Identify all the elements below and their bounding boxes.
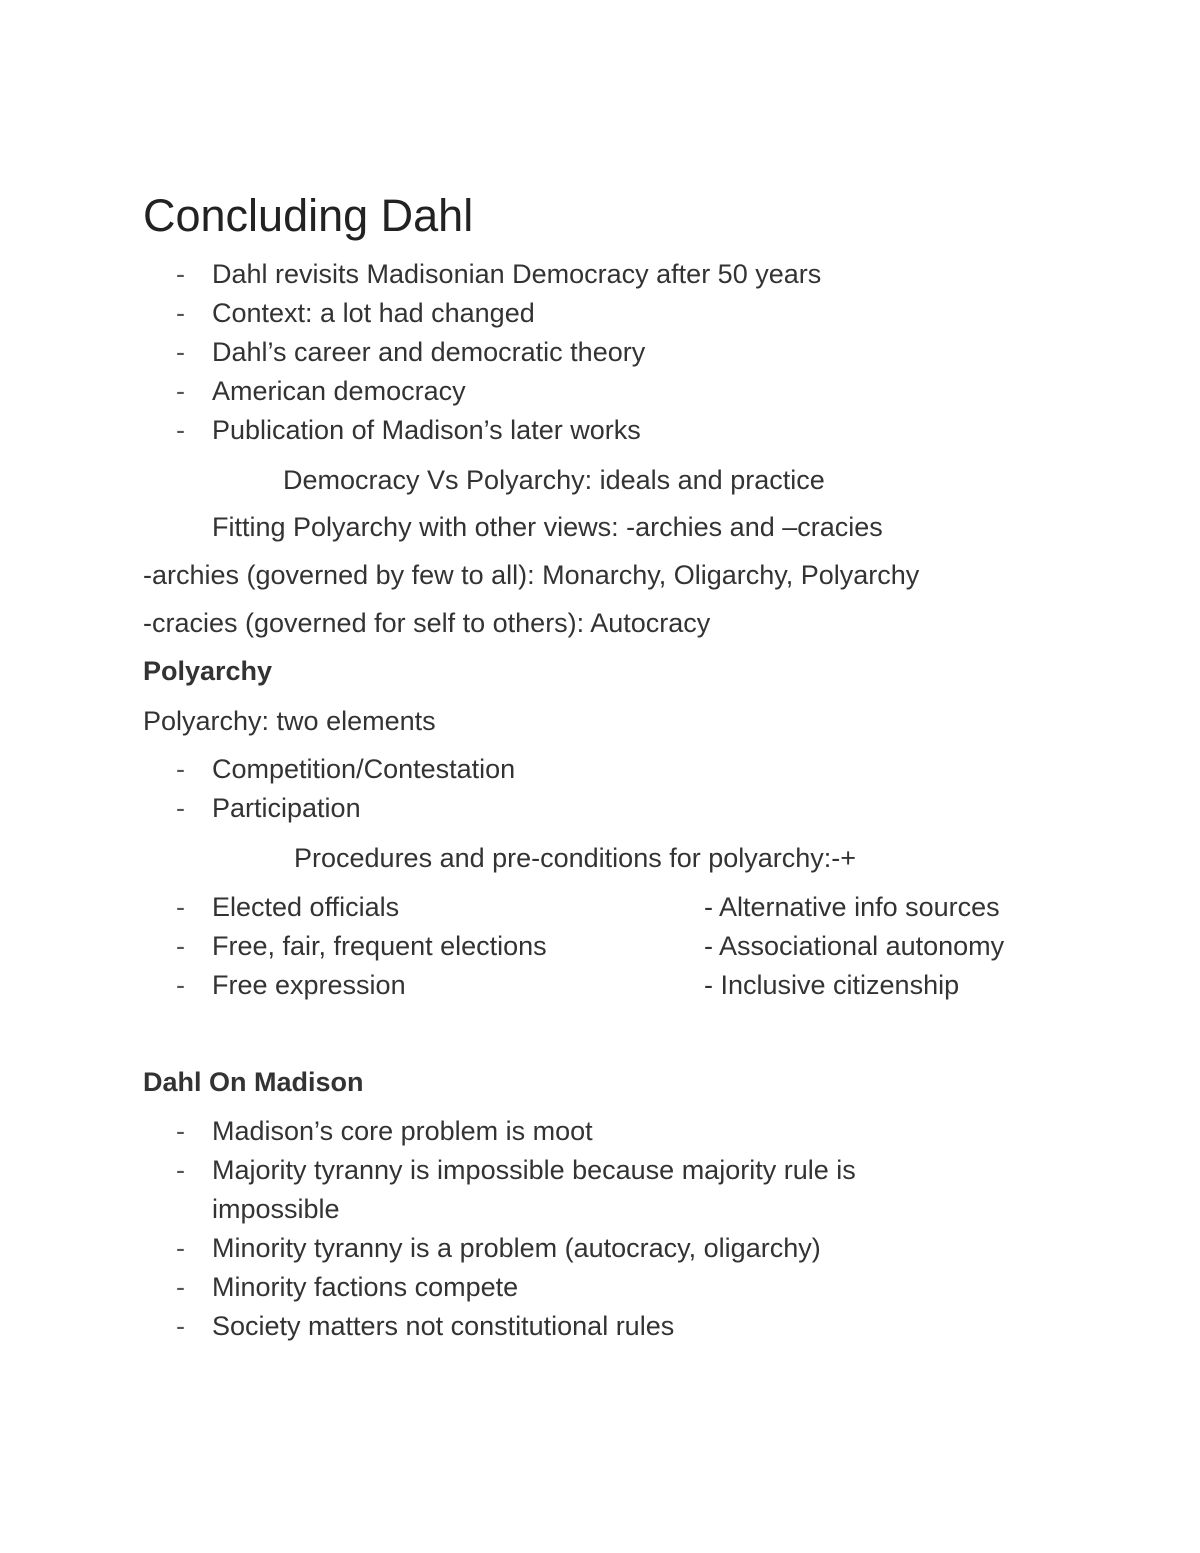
bullet-dash: - <box>176 1272 185 1302</box>
procedure-right-item: - Alternative info sources <box>704 892 1000 922</box>
bullet-dash: - <box>176 892 185 922</box>
procedure-left-item: - Elected officials <box>143 888 399 927</box>
polyarchy-elements-list <box>143 750 515 828</box>
fitting-polyarchy-line: Fitting Polyarchy with other views: -archies and –cracies <box>212 512 883 542</box>
list-item: - Madison’s core problem is moot <box>143 1112 856 1151</box>
list-item: - Society matters not constitutional rules <box>143 1307 856 1346</box>
procedure-left-item: - Free, fair, frequent elections <box>143 927 547 966</box>
polyarchy-heading: Polyarchy <box>143 656 273 686</box>
list-item: - Minority tyranny is a problem (autocracy, oligarchy) <box>143 1229 856 1268</box>
procedures-heading: Procedures and pre-conditions for polyarchy:-+ <box>294 843 857 873</box>
list-item: - Context: a lot had changed <box>143 294 821 333</box>
list-item: - Minority factions compete <box>143 1268 856 1307</box>
procedures-columns <box>143 888 1063 1005</box>
procedures-row <box>143 927 1063 966</box>
intro-list <box>143 255 821 450</box>
list-item: - Publication of Madison’s later works <box>143 411 821 450</box>
bullet-dash: - <box>176 1116 185 1146</box>
page-title: Concluding Dahl <box>143 190 474 241</box>
cracies-line: -cracies (governed for self to others): Autocracy <box>143 608 711 638</box>
democracy-vs-polyarchy-line: Democracy Vs Polyarchy: ideals and practice <box>283 465 825 495</box>
procedure-left-item: - Free expression <box>143 966 406 1005</box>
bullet-dash: - <box>176 931 185 961</box>
bullet-dash: - <box>176 415 185 445</box>
bullet-dash: - <box>176 376 185 406</box>
bullet-dash: - <box>176 970 185 1000</box>
list-item-continuation: impossible <box>212 1194 340 1224</box>
bullet-dash: - <box>176 337 185 367</box>
list-item: - Majority tyranny is impossible because majority rule is <box>143 1151 856 1190</box>
bullet-dash: - <box>176 1233 185 1263</box>
procedures-row <box>143 966 1063 1005</box>
madison-list <box>143 1112 856 1346</box>
polyarchy-intro: Polyarchy: two elements <box>143 706 436 736</box>
list-item: - Dahl’s career and democratic theory <box>143 333 821 372</box>
list-item: - Competition/Contestation <box>143 750 515 789</box>
bullet-dash: - <box>176 259 185 289</box>
dahl-on-madison-heading: Dahl On Madison <box>143 1067 364 1097</box>
list-item: - American democracy <box>143 372 821 411</box>
archies-line: -archies (governed by few to all): Monarchy, Oligarchy, Polyarchy <box>143 560 920 590</box>
procedure-right-item: - Inclusive citizenship <box>704 970 960 1000</box>
bullet-dash: - <box>176 754 185 784</box>
list-item: - Participation <box>143 789 515 828</box>
bullet-dash: - <box>176 1155 185 1185</box>
bullet-dash: - <box>176 1311 185 1341</box>
procedure-right-item: - Associational autonomy <box>704 931 1005 961</box>
bullet-dash: - <box>176 793 185 823</box>
list-item: - Dahl revisits Madisonian Democracy after 50 years <box>143 255 821 294</box>
bullet-dash: - <box>176 298 185 328</box>
procedures-row <box>143 888 1063 927</box>
